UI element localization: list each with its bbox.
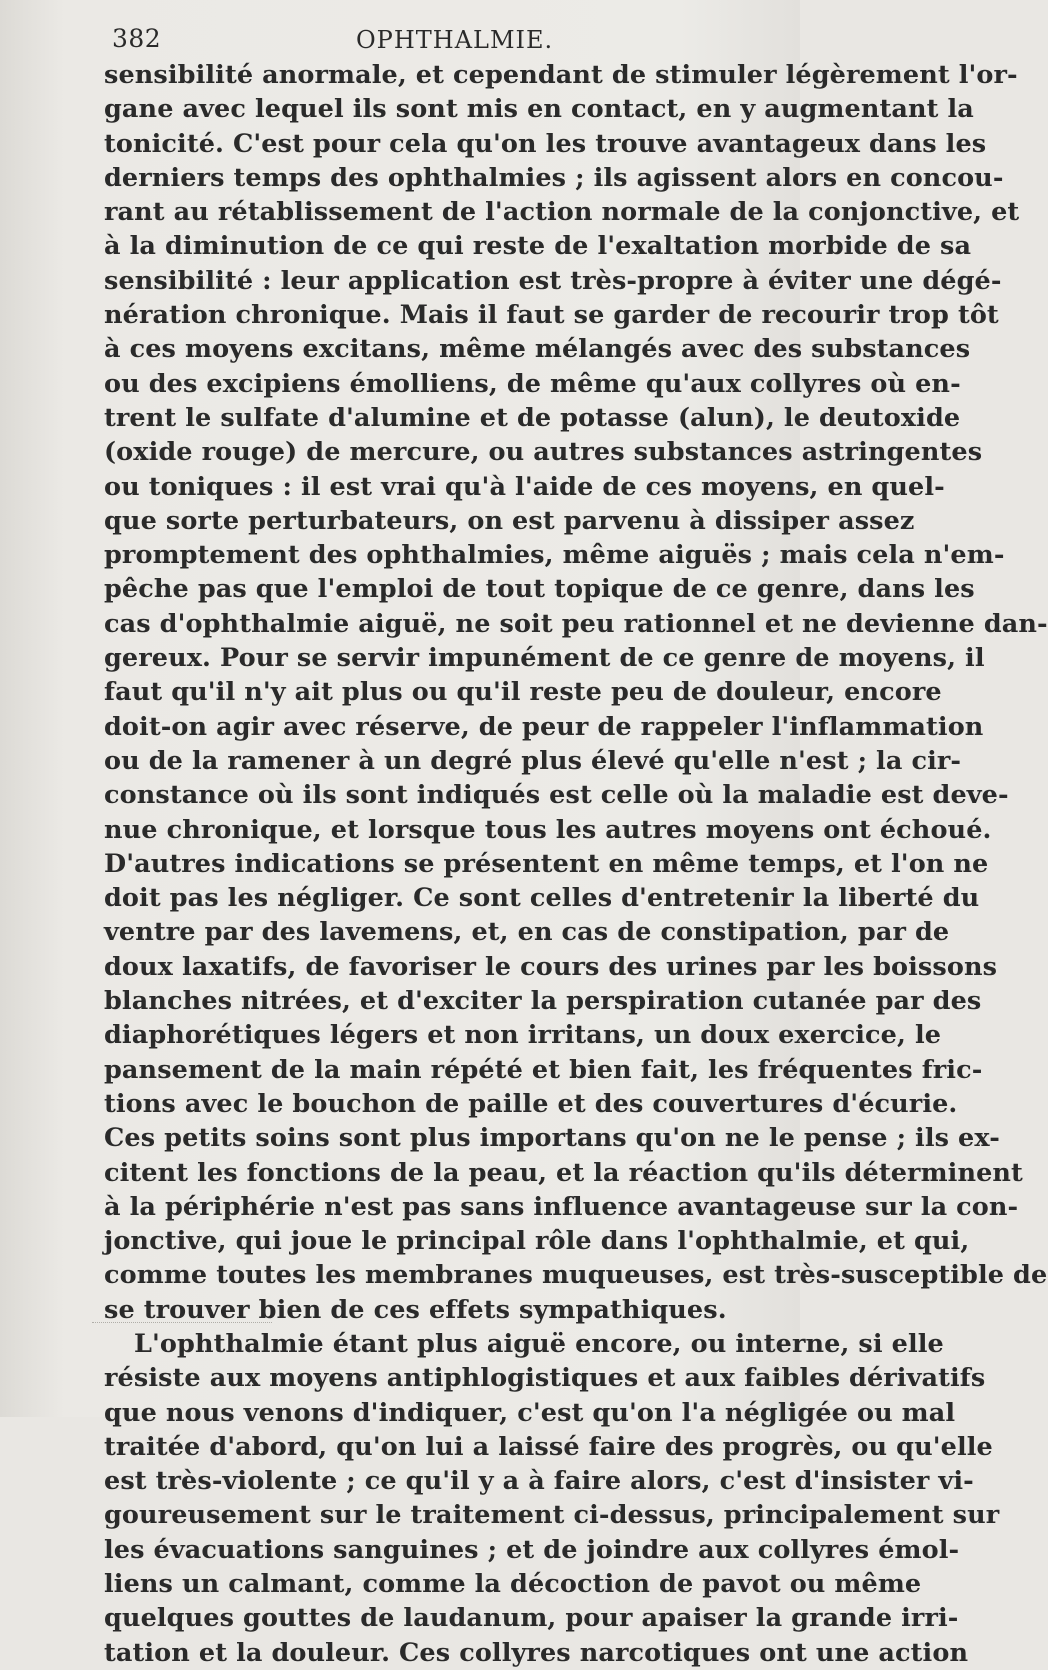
text-line: ventre par des lavemens, et, en cas de constipation, par de	[104, 917, 950, 948]
text-line: pansement de la main répété et bien fait, les fréquentes fric-	[104, 1054, 983, 1085]
text-line: à la diminution de ce qui reste de l'exaltation morbide de sa	[104, 231, 972, 262]
text-line: à la périphérie n'est pas sans influence avantageuse sur la con-	[104, 1191, 1019, 1222]
text-line: goureusement sur le traitement ci-dessus, principalement sur	[104, 1500, 1000, 1531]
text-line: ou de la ramener à un degré plus élevé qu'elle n'est ; la cir-	[104, 745, 962, 776]
footer-smudge	[92, 1322, 272, 1327]
text-line: liens un calmant, comme la décoction de pavot ou même	[104, 1569, 922, 1600]
text-line: gane avec lequel ils sont mis en contact, en y augmentant la	[104, 94, 974, 125]
text-line: traitée d'abord, qu'on lui a laissé faire des progrès, ou qu'elle	[104, 1431, 993, 1462]
text-line: cas d'ophthalmie aiguë, ne soit peu rationnel et ne devienne dan-	[104, 608, 1048, 639]
text-line: citent les fonctions de la peau, et la réaction qu'ils déterminent	[104, 1157, 1023, 1188]
text-line: se trouver bien de ces effets sympathiques.	[104, 1294, 727, 1325]
text-line: rant au rétablissement de l'action normale de la conjonctive, et	[104, 197, 1020, 228]
text-line: quelques gouttes de laudanum, pour apaiser la grande irri-	[104, 1603, 959, 1634]
text-line: jonctive, qui joue le principal rôle dans l'ophthalmie, et qui,	[104, 1226, 970, 1257]
text-line: constance où ils sont indiqués est celle où la maladie est deve-	[104, 780, 1009, 811]
text-line: à ces moyens excitans, même mélangés avec des substances	[104, 334, 971, 365]
text-line: D'autres indications se présentent en même temps, et l'on ne	[104, 848, 989, 879]
text-line: L'ophthalmie étant plus aiguë encore, ou interne, si elle	[134, 1328, 944, 1359]
text-line: pêche pas que l'emploi de tout topique de ce genre, dans les	[104, 574, 975, 605]
text-line: derniers temps des ophthalmies ; ils agissent alors en concou-	[104, 162, 1004, 193]
text-line: doux laxatifs, de favoriser le cours des urines par les boissons	[104, 951, 998, 982]
text-line: comme toutes les membranes muqueuses, est très-susceptible de	[104, 1260, 1048, 1291]
text-line: faut qu'il n'y ait plus ou qu'il reste peu de douleur, encore	[104, 677, 942, 708]
text-line: Ces petits soins sont plus importans qu'on ne le pense ; ils ex-	[104, 1123, 1000, 1154]
text-line: (oxide rouge) de mercure, ou autres substances astringentes	[104, 437, 983, 468]
text-line: les évacuations sanguines ; et de joindre aux collyres émol-	[104, 1534, 960, 1565]
text-line: que sorte perturbateurs, on est parvenu à dissiper assez	[104, 505, 915, 536]
text-line: trent le sulfate d'alumine et de potasse (alun), le deutoxide	[104, 402, 961, 433]
text-line: ou des excipiens émolliens, de même qu'aux collyres où en-	[104, 368, 961, 399]
text-line: ou toniques : il est vrai qu'à l'aide de ces moyens, en quel-	[104, 471, 945, 502]
text-line: diaphorétiques légers et non irritans, un doux exercice, le	[104, 1020, 942, 1051]
text-line: promptement des ophthalmies, même aiguës ; mais cela n'em-	[104, 540, 1005, 571]
text-line: tonicité. C'est pour cela qu'on les trouve avantageux dans les	[104, 128, 987, 159]
running-head: OPHTHALMIE.	[356, 26, 554, 54]
text-line: sensibilité anormale, et cependant de stimuler légèrement l'or-	[104, 60, 1018, 90]
page-number: 382	[112, 24, 162, 53]
text-line: gereux. Pour se servir impunément de ce genre de moyens, il	[104, 643, 985, 674]
text-line: sensibilité : leur application est très-propre à éviter une dégé-	[104, 265, 1002, 296]
text-line: est très-violente ; ce qu'il y a à faire alors, c'est d'insister vi-	[104, 1466, 974, 1497]
text-line: tation et la douleur. Ces collyres narcotiques ont une action	[104, 1637, 969, 1668]
text-line: nue chronique, et lorsque tous les autres moyens ont échoué.	[104, 814, 992, 845]
body-text	[104, 58, 1048, 1670]
text-line: blanches nitrées, et d'exciter la perspiration cutanée par des	[104, 986, 982, 1017]
text-line: résiste aux moyens antiphlogistiques et aux faibles dérivatifs	[104, 1363, 986, 1394]
text-line: nération chronique. Mais il faut se garder de recourir trop tôt	[104, 300, 999, 331]
text-line: doit-on agir avec réserve, de peur de rappeler l'inflammation	[104, 711, 984, 742]
page-header	[108, 20, 768, 56]
text-line: doit pas les négliger. Ce sont celles d'entretenir la liberté du	[104, 883, 980, 914]
text-line: tions avec le bouchon de paille et des couvertures d'écurie.	[104, 1088, 958, 1119]
text-line: que nous venons d'indiquer, c'est qu'on l'a négligée ou mal	[104, 1397, 956, 1428]
